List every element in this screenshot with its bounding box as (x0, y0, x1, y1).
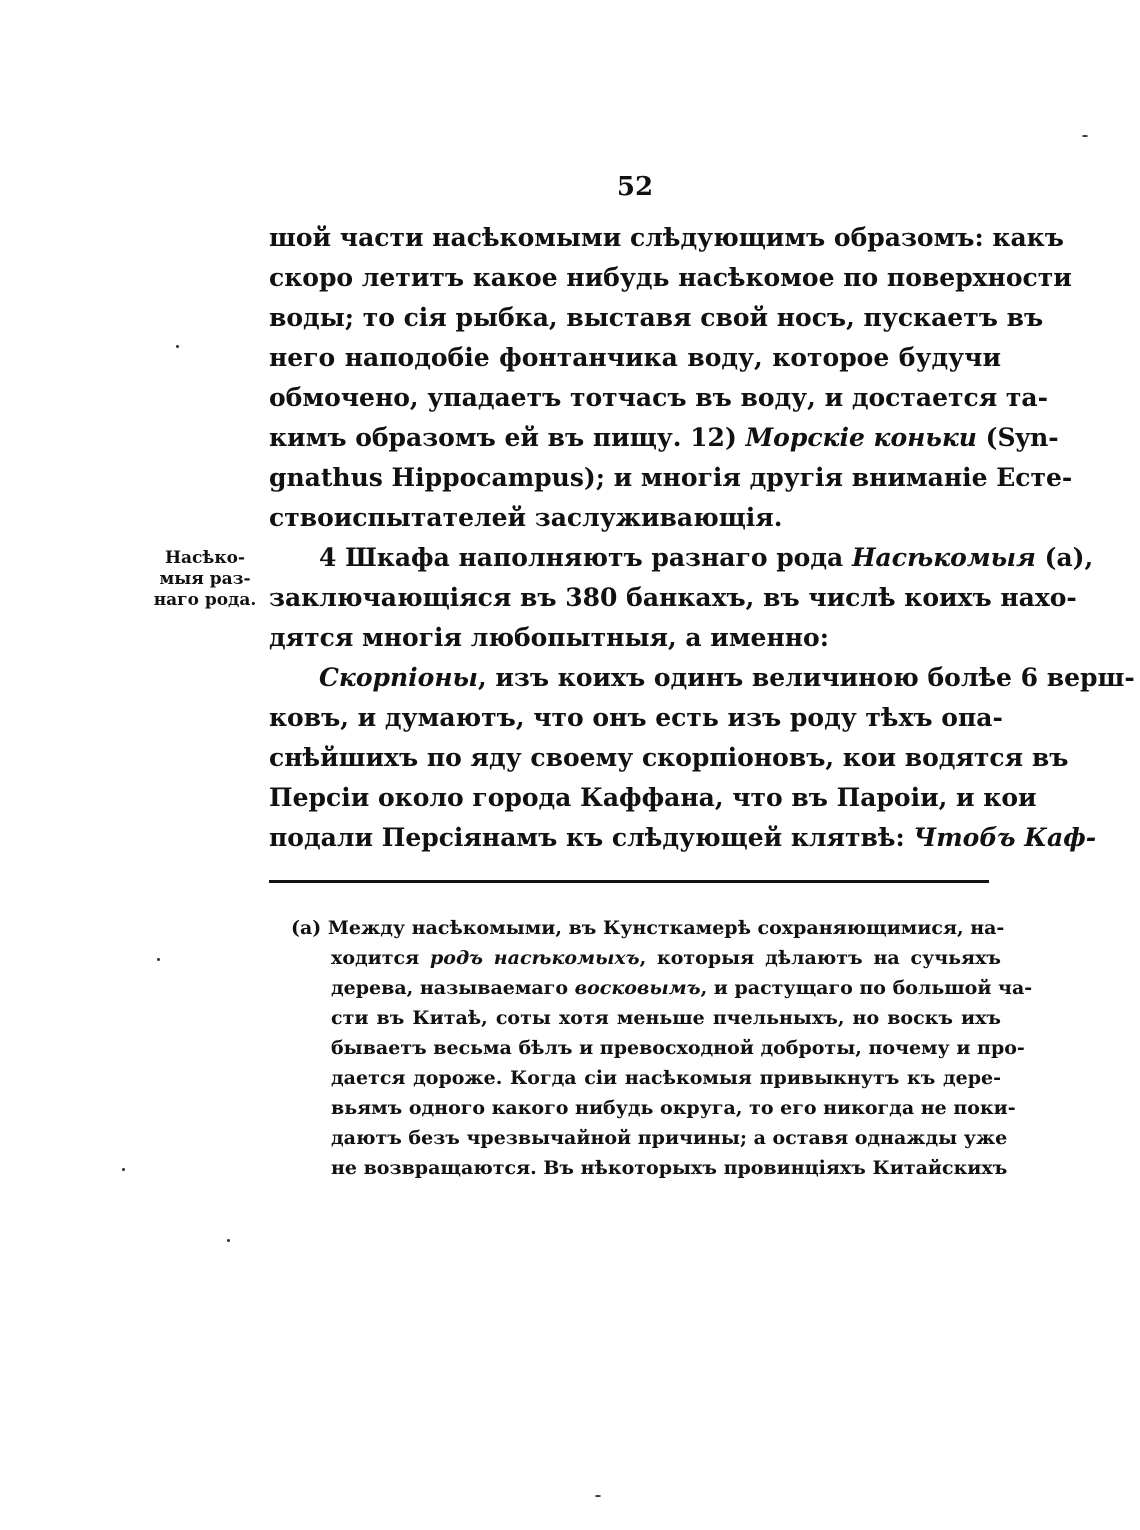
main-text (269, 218, 1135, 858)
text-line: дятся многія любопытныя, а именно: (269, 623, 829, 652)
text-run: ходится (331, 947, 430, 969)
footnote-divider (269, 880, 989, 883)
footnote-line (291, 943, 1001, 973)
scan-speck (595, 1495, 601, 1497)
page-number: 52 (616, 172, 654, 202)
footnote-line: даютъ безъ чрезвычайной причины; а оставя однажды уже (331, 1127, 1008, 1149)
scan-speck (227, 1239, 230, 1242)
italic-term: Чтобъ Каф- (913, 823, 1097, 852)
text-line: ковъ, и думаютъ, что онъ есть изъ роду тѣхъ опа- (269, 703, 1003, 732)
scan-speck (176, 345, 179, 348)
footnote-line: дается дороже. Когда сіи насѣкомыя привыкнутъ къ дере- (331, 1067, 1001, 1089)
italic-term: родъ насѣкомыхъ (429, 947, 640, 969)
margin-note (150, 548, 260, 611)
text-line: ствоиспытателей заслуживающія. (269, 503, 783, 532)
text-line: снѣйшихъ по яду своему скорпіоновъ, кои водятся въ (269, 743, 1069, 772)
text-line: воды; то сія рыбка, выставя свой носъ, пускаетъ въ (269, 303, 1044, 332)
text-line: скоро летитъ какое нибудь насѣкомое по поверхности (269, 263, 1072, 292)
text-run: , и растущаго по большой ча- (700, 977, 1033, 999)
footnote (291, 913, 1033, 1183)
text-line: шой части насѣкомыми слѣдующимъ образомъ: какъ (269, 223, 1064, 252)
margin-note-line: мыя раз- (159, 569, 251, 589)
text-run: кимъ образомъ ей въ пищу. 12) (269, 423, 746, 452)
text-line: Персіи около города Каффана, что въ Пароіи, и кои (269, 783, 1037, 812)
scan-speck (122, 1168, 125, 1171)
italic-term: восковымъ (574, 977, 701, 999)
italic-term: Скорпіоны (319, 663, 478, 692)
text-line (269, 418, 1059, 458)
footnote-line (291, 973, 1033, 1003)
footnote-line: вьямъ одного какого нибудь округа, то его никогда не поки- (331, 1097, 1016, 1119)
text-run: (а), (1035, 543, 1094, 572)
scan-speck (1082, 135, 1088, 137)
text-run: 4 Шкафа наполняютъ разнаго рода (319, 543, 852, 572)
text-line (269, 538, 1094, 578)
italic-term: Насѣкомыя (851, 543, 1036, 572)
text-run: подали Персіянамъ къ слѣдующей клятвѣ: (269, 823, 914, 852)
scan-speck (157, 958, 160, 961)
text-line (269, 658, 1135, 698)
text-run: дерева, называемаго (331, 977, 575, 999)
text-line: gnathus Hippocampus); и многія другія вниманіе Есте- (269, 463, 1073, 492)
text-run: , изъ коихъ одинъ величиною болѣе 6 верш- (477, 663, 1135, 692)
text-line: заключающіяся въ 380 банкахъ, въ числѣ коихъ нахо- (269, 583, 1077, 612)
text-line: него наподобіе фонтанчика воду, которое будучи (269, 343, 1001, 372)
margin-note-line: наго рода. (153, 590, 257, 610)
footnote-line: (а) Между насѣкомыми, въ Кунсткамерѣ сохраняющимися, на- (291, 917, 1005, 939)
margin-note-line: Насѣко- (164, 548, 246, 568)
footnote-line: не возвращаются. Въ нѣкоторыхъ провинціяхъ Китайскихъ (331, 1157, 1008, 1179)
footnote-line: сти въ Китаѣ, соты хотя меньше пчельныхъ, но воскъ ихъ (331, 1007, 1001, 1029)
text-line (269, 818, 1097, 858)
italic-term: Морскіе коньки (745, 423, 977, 452)
footnote-line: бываетъ весьма бѣлъ и превосходной доброты, почему и про- (331, 1037, 1025, 1059)
text-line: обмочено, упадаетъ тотчасъ въ воду, и достается та- (269, 383, 1048, 412)
text-run: , которыя дѣлаютъ на сучьяхъ (639, 947, 1001, 969)
text-run: (Syn- (976, 423, 1059, 452)
